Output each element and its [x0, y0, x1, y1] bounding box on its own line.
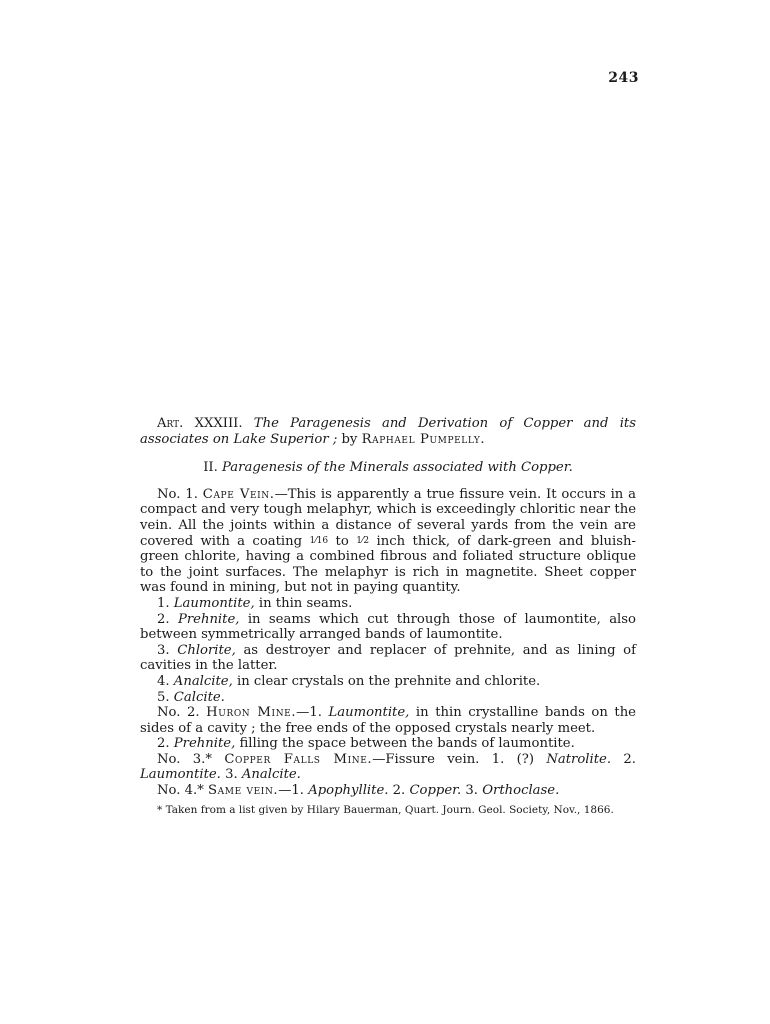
item-number: —1.	[296, 705, 322, 721]
item-number: 5.	[157, 689, 170, 705]
item-number: 4.	[157, 673, 170, 689]
item-number: 3.	[225, 767, 238, 783]
item-text: in clear crystals on the prehnite and chlorite.	[237, 673, 541, 689]
item-text: —Fissure vein. 1. (?)	[372, 751, 535, 767]
article-title: The Paragenesis and Derivation of Copper and its associates on Lake Superior ;	[140, 416, 636, 447]
vein-number: No. 1.	[157, 486, 198, 502]
list-item	[140, 736, 636, 752]
list-item	[140, 674, 636, 690]
page-number: 243	[608, 70, 639, 86]
mineral-name: Orthoclase.	[482, 783, 560, 799]
mineral-name: Laumontite.	[140, 767, 221, 783]
item-text: in thin seams.	[258, 595, 353, 611]
section-numeral: II.	[203, 460, 218, 476]
item-number: 2.	[392, 783, 406, 799]
section-heading	[140, 460, 636, 476]
list-item	[140, 690, 636, 706]
mineral-name: Prehnite,	[177, 611, 240, 627]
item-number: 3.	[157, 642, 170, 658]
mineral-name: Copper.	[409, 783, 462, 799]
item-text: as destroyer and replacer of prehnite, and as lining of cavities in the latter.	[140, 642, 636, 674]
vein-number: No. 3.*	[157, 751, 212, 767]
footnote: * Taken from a list given by Hilary Bauerman, Quart. Journ. Geol. Society, Nov., 1866.	[157, 803, 614, 816]
mineral-name: Laumontite,	[173, 595, 255, 611]
fraction: 1⁄16	[309, 535, 329, 546]
vein-number: No. 4.*	[157, 783, 204, 799]
vein-name: Copper Falls Mine.	[224, 751, 373, 767]
vein-number: No. 2.	[157, 705, 200, 721]
item-text: in seams which cut through those of laumontite, also between symmetrically arranged bands of laumontite.	[140, 611, 636, 643]
list-item	[140, 612, 636, 643]
mineral-name: Analcite.	[241, 767, 301, 783]
article-author: Raphael Pumpelly.	[361, 431, 486, 447]
mineral-name: Chlorite,	[177, 642, 236, 658]
paragraph-copper-falls	[140, 752, 636, 783]
mineral-name: Prehnite,	[173, 736, 236, 752]
item-text: filling the space between the bands of laumontite.	[239, 736, 575, 752]
item-number: 3.	[465, 783, 479, 799]
item-text: in thin crystalline bands on the sides of a cavity ; the free ends of the opposed crystals nearly meet.	[140, 705, 636, 736]
mineral-name: Natrolite.	[546, 751, 612, 767]
paragraph-text: to	[335, 533, 349, 549]
item-number: 2.	[157, 611, 170, 627]
paragraph-cape-vein	[140, 487, 636, 596]
mineral-name: Apophyllite.	[308, 783, 389, 799]
vein-name: Cape Vein.	[202, 486, 275, 502]
vein-name: Huron Mine.	[206, 705, 297, 721]
list-item	[140, 643, 636, 674]
mineral-name: Laumontite,	[328, 705, 410, 721]
mineral-name: Calcite.	[173, 689, 225, 705]
paragraph-text: inch thick, of dark-green and bluish-green chlorite, having a combined fibrous and foliated structure oblique to the joint surfaces. The melaphyr is rich in magnetite. Sheet copper was found in mining, but not in paying quantity.	[140, 533, 636, 596]
vein-name: Same vein.	[208, 783, 279, 799]
fraction: 1⁄2	[356, 535, 370, 546]
article-body	[140, 416, 636, 817]
paragraph-huron-mine	[140, 705, 636, 736]
paragraph-same-vein	[140, 783, 636, 799]
item-number: 2.	[623, 751, 636, 767]
list-item	[140, 596, 636, 612]
section-title: Paragenesis of the Minerals associated with Copper.	[222, 460, 573, 476]
article-label: Art. XXXIII.	[157, 416, 243, 431]
paragraph-text: —This is apparently a true fissure vein. It occurs in a compact and very tough melaphyr, which is exceedingly chloritic near the vein. All the joints within a distance of several yards from the vein are covered with a coating	[140, 486, 637, 549]
item-number: —1.	[278, 783, 304, 799]
item-number: 2.	[157, 736, 170, 752]
article-by: by	[341, 431, 358, 447]
item-number: 1.	[157, 595, 170, 611]
article-heading	[140, 416, 636, 447]
mineral-name: Analcite,	[173, 673, 233, 689]
